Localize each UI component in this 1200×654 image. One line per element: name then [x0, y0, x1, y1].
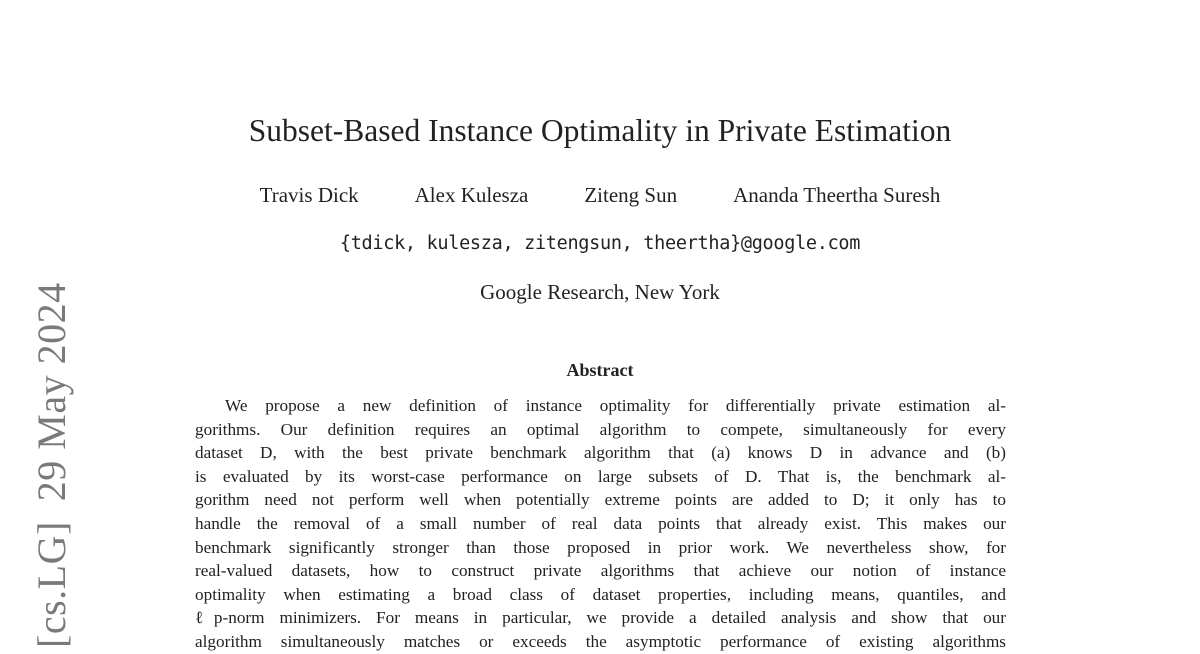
author-emails: {tdick, kulesza, zitengsun, theertha}@google.com — [339, 233, 861, 254]
abstract-line: gorithm need not perform well when potentially extreme points are added to D; it only has to — [195, 490, 1006, 510]
abstract-line: gorithms. Our definition requires an optimal algorithm to compete, simultaneously for every — [195, 419, 1006, 439]
abstract-line: dataset D, with the best private benchmark algorithm that (a) knows D in advance and (b) — [195, 443, 1006, 463]
abstract-line: ℓp-norm minimizers. For means in particular, we provide a detailed analysis and show that our — [195, 608, 1006, 628]
author-name: Travis Dick — [259, 183, 359, 207]
abstract-line: We propose a new definition of instance optimality for differentially private estimation al- — [225, 396, 1006, 415]
abstract-line: benchmark significantly stronger than those proposed in prior work. We nevertheless show, for — [195, 537, 1006, 557]
paper-title: Subset-Based Instance Optimality in Private Estimation — [248, 113, 952, 148]
author-list — [0, 183, 1200, 208]
abstract-line: handle the removal of a small number of real data points that already exist. This makes our — [195, 513, 1006, 533]
abstract-body — [195, 394, 1006, 654]
author-name: Alex Kulesza — [414, 183, 529, 207]
abstract-line: optimality when estimating a broad class of dataset properties, including means, quantiles, and — [195, 584, 1006, 604]
arxiv-category: [cs.LG] — [29, 521, 74, 648]
abstract-line: algorithm simultaneously matches or exceeds the asymptotic performance of existing algorithms — [195, 631, 1006, 651]
abstract-line: real-valued datasets, how to construct private algorithms that achieve our notion of instance — [195, 561, 1006, 581]
arxiv-identifier — [28, 282, 75, 648]
affiliation: Google Research, New York — [480, 280, 720, 304]
author-name: Ziteng Sun — [584, 183, 678, 207]
author-name: Ananda Theertha Suresh — [733, 183, 941, 207]
arxiv-date: 29 May 2024 — [29, 282, 74, 502]
abstract-heading: Abstract — [566, 360, 634, 380]
abstract-line: is evaluated by its worst-case performance on large subsets of D. That is, the benchmark al- — [195, 466, 1006, 486]
